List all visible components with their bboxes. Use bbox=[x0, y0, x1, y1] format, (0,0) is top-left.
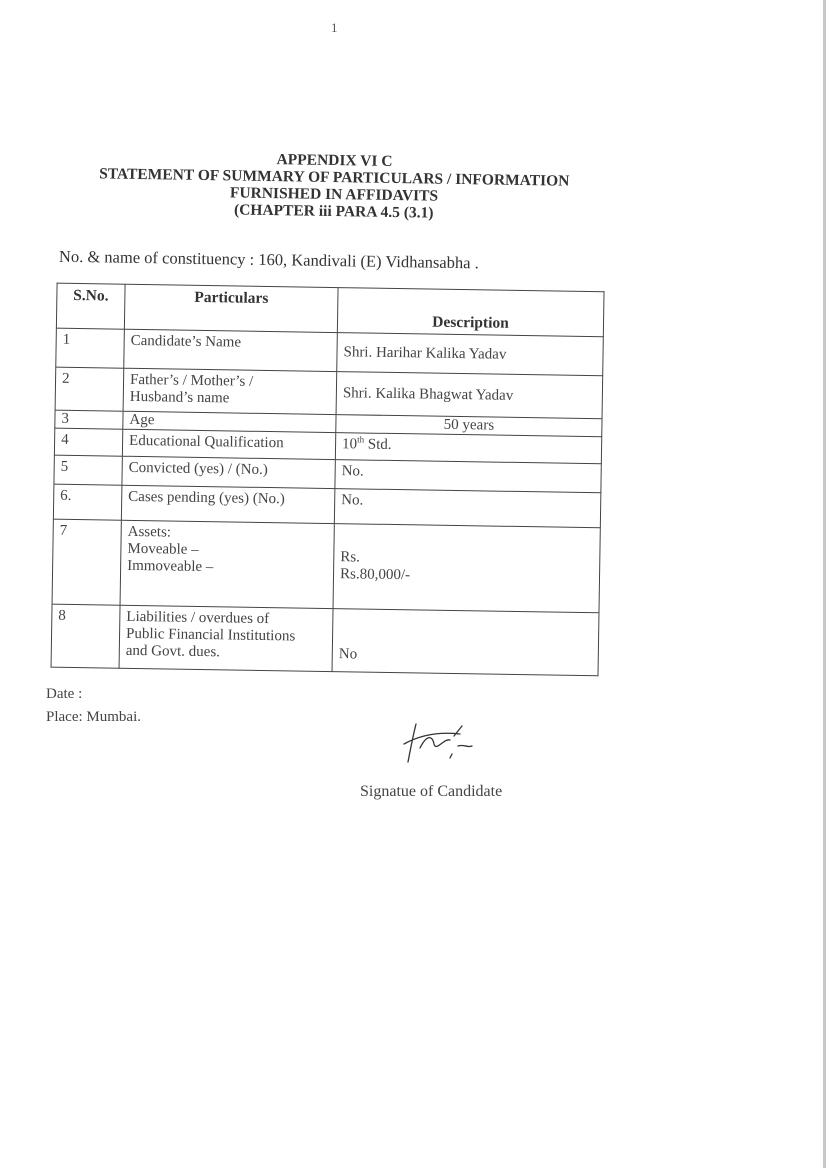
row-particulars bbox=[120, 520, 334, 608]
particulars-table bbox=[51, 283, 605, 677]
row-particulars-line: Immoveable – bbox=[127, 557, 214, 576]
row-description: No. bbox=[334, 489, 601, 528]
heading-statement: STATEMENT OF SUMMARY OF PARTICULARS / INFORMATION bbox=[99, 165, 570, 190]
row-description: 50 years bbox=[336, 415, 602, 437]
row-description: No. bbox=[335, 460, 601, 493]
row-particulars-line: Public Financial Institutions bbox=[125, 625, 296, 645]
row-particulars bbox=[123, 368, 337, 414]
date-label: Date : bbox=[46, 686, 83, 702]
heading-appendix: APPENDIX VI C bbox=[276, 151, 393, 170]
row-sno: 3 bbox=[55, 410, 123, 429]
constituency-label: No. & name of constituency : bbox=[58, 246, 255, 269]
row-particulars: Candidate’s Name bbox=[124, 329, 338, 371]
header-description: Description bbox=[337, 288, 604, 337]
row-description: Shri. Harihar Kalika Yadav bbox=[337, 333, 604, 376]
signature-icon bbox=[402, 714, 482, 766]
row-sno: 1 bbox=[56, 328, 125, 368]
table-row bbox=[51, 604, 599, 676]
heading-furnished: FURNISHED IN AFFIDAVITS bbox=[229, 184, 439, 205]
constituency-line bbox=[59, 247, 479, 274]
document-heading bbox=[54, 148, 615, 225]
row-particulars-line: Moveable – bbox=[127, 540, 199, 558]
immoveable-assets-value: Rs.80,000/- bbox=[339, 566, 411, 584]
row-description bbox=[333, 524, 600, 613]
page-number: 1 bbox=[331, 20, 338, 35]
row-sno: 5 bbox=[54, 455, 122, 485]
row-particulars-line: Husband’s name bbox=[129, 388, 230, 407]
signature-caption: Signatue of Candidate bbox=[360, 783, 503, 800]
row-particulars: Age bbox=[123, 411, 336, 432]
row-particulars-line: Assets: bbox=[127, 523, 172, 541]
row-particulars: Convicted (yes) / (No.) bbox=[122, 456, 335, 488]
row-sno: 8 bbox=[51, 604, 120, 668]
qualification-suffix: Std. bbox=[363, 436, 392, 453]
row-sno: 7 bbox=[52, 519, 121, 605]
place-label: Place: Mumbai. bbox=[46, 709, 141, 725]
table-row bbox=[52, 519, 600, 613]
header-sno: S.No. bbox=[56, 283, 125, 329]
row-description bbox=[335, 433, 601, 464]
row-particulars-line: Liabilities / overdues of bbox=[126, 608, 270, 628]
row-particulars: Educational Qualification bbox=[122, 429, 335, 459]
heading-chapter: (CHAPTER iii PARA 4.5 (3.1) bbox=[233, 201, 434, 222]
row-sno: 4 bbox=[54, 428, 122, 456]
row-particulars: Cases pending (yes) (No.) bbox=[121, 485, 335, 523]
moveable-assets-value: Rs. bbox=[340, 549, 361, 566]
header-particulars: Particulars bbox=[124, 284, 338, 332]
row-particulars-line: and Govt. dues. bbox=[125, 642, 221, 661]
row-description: Shri. Kalika Bhagwat Yadav bbox=[336, 372, 603, 419]
qualification-superscript: th bbox=[357, 434, 365, 445]
constituency-value: 160, Kandivali (E) Vidhansabha . bbox=[258, 249, 479, 273]
row-particulars-line: Father’s / Mother’s / bbox=[129, 371, 254, 390]
row-sno: 6. bbox=[53, 484, 122, 520]
row-particulars bbox=[119, 605, 333, 671]
row-sno: 2 bbox=[55, 367, 124, 411]
qualification-value: 10 bbox=[341, 436, 358, 453]
row-description: No bbox=[332, 609, 599, 676]
